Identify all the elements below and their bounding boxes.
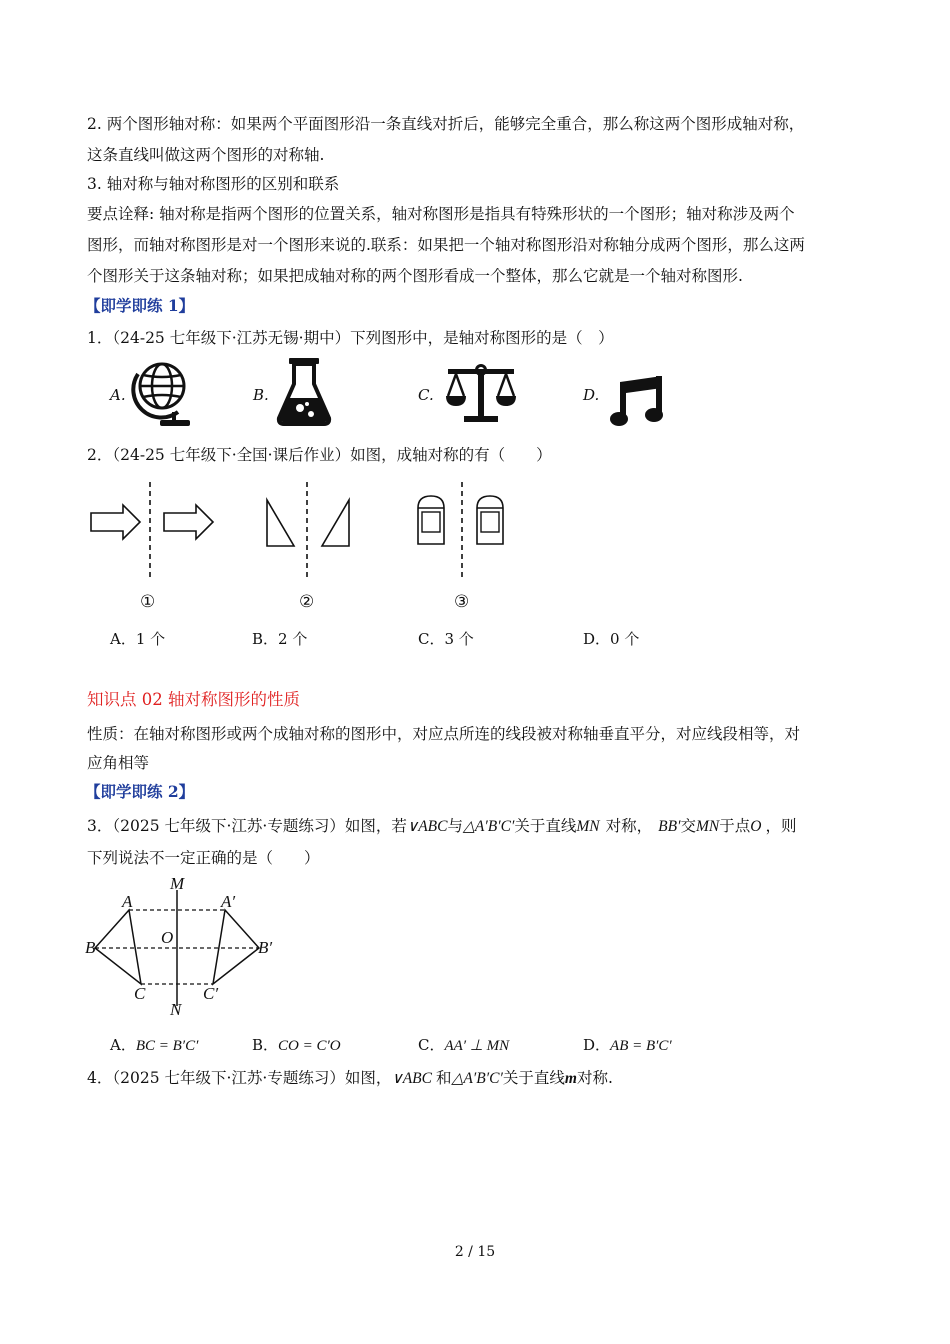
q1-stem: 1．（24-25 七年级下·江苏无锡·期中）下列图形中，是轴对称图形的是（ ） <box>87 329 614 347</box>
q2-option-c-letter: C． <box>418 630 445 648</box>
triangle-a2b2c2 <box>213 910 259 984</box>
paragraph-line: 图形，而轴对称图形是对一个图形来说的.联系：如果把一个轴对称图形沿对称轴分成两个图形，那么这两 <box>87 236 805 254</box>
arrow-shape-left <box>91 505 140 539</box>
paragraph-line: 个图形关于这条轴对称；如果把成轴对称的两个图形看成一个整体，那么它就是一个轴对称图形. <box>87 267 743 285</box>
q3-then: ，则 <box>765 817 797 835</box>
q4-and: 和 <box>435 1069 452 1087</box>
q3-line-mn-2: MN <box>696 818 720 835</box>
q4-number: 4． <box>87 1069 113 1087</box>
q3-point-o: O <box>750 818 762 835</box>
q4-stem <box>87 1068 613 1089</box>
flask-icon[interactable] <box>276 356 332 428</box>
paragraph-line: 2. 两个图形轴对称：如果两个平面图形沿一条直线对折后，能够完全重合，那么称这两个图形成轴对称， <box>87 115 805 133</box>
q3-with: 与 <box>447 817 463 835</box>
q4-end: 对称. <box>576 1069 613 1087</box>
q3-triangle-abc: ∨ABC <box>406 818 448 835</box>
q1-option-d-letter: D. <box>583 386 600 404</box>
q2-figure <box>85 480 525 580</box>
paragraph-line: 这条直线叫做这两个图形的对称轴. <box>87 146 325 164</box>
q3-segment-bb: BB′ <box>658 818 681 835</box>
q3-number: 3． <box>87 817 113 835</box>
label-a: A <box>122 892 133 911</box>
q2-option-a[interactable] <box>110 628 165 649</box>
q2-option-a-letter: A． <box>110 630 136 648</box>
q2-option-d[interactable] <box>583 628 639 649</box>
q3-triangle-a2b2c2: △A′B′C′ <box>463 818 515 835</box>
q2-option-c-value: 3 个 <box>444 630 474 648</box>
q3-source: （2025 七年级下·江苏·专题练习）如图，若 <box>112 817 407 835</box>
q2-option-c[interactable] <box>418 628 474 649</box>
arrow-shape-right <box>164 505 213 539</box>
q3-option-a-letter: A． <box>110 1036 136 1054</box>
q3-option-d-expr: AB = B′C′ <box>610 1038 672 1054</box>
q2-stem: 2．（24-25 七年级下·全国·课后作业）如图，成轴对称的有（ ） <box>87 446 552 464</box>
q2-option-d-value: 0 个 <box>610 630 640 648</box>
label-b: B <box>85 938 96 957</box>
q4-triangle-abc: ∨ABC <box>391 1070 432 1087</box>
triangle-abc <box>95 910 141 984</box>
label-n: N <box>170 1000 182 1019</box>
q1-option-a-letter: A. <box>110 386 126 404</box>
q3-option-b[interactable] <box>252 1034 341 1055</box>
triangle-right <box>322 500 349 546</box>
label-a-prime: A′ <box>221 892 236 911</box>
q3-option-c-letter: C． <box>418 1036 445 1054</box>
q3-option-a-expr: BC = B′C′ <box>135 1038 199 1054</box>
label-c: C <box>134 984 146 1003</box>
q3-option-b-expr: CO = C′O <box>278 1038 341 1054</box>
q1-option-b-letter: B. <box>253 386 269 404</box>
section-title: 知识点 02 轴对称图形的性质 <box>87 690 300 709</box>
triangle-left <box>267 500 294 546</box>
q2-option-b[interactable] <box>252 628 307 649</box>
paragraph-line: 要点诠释: 轴对称是指两个图形的位置关系，轴对称图形是指具有特殊形状的一个图形；轴对称涉及两个 <box>87 205 795 223</box>
music-note-icon[interactable] <box>610 374 666 430</box>
q2-option-d-letter: D． <box>583 630 611 648</box>
label-o: O <box>161 928 174 947</box>
label-b-prime: B′ <box>258 938 273 957</box>
q2-option-a-value: 1 个 <box>135 630 166 648</box>
practice-heading-1: 【即学即练 1】 <box>85 296 195 315</box>
property-line: 应角相等 <box>87 754 150 772</box>
q2-option-b-value: 2 个 <box>278 630 308 648</box>
q3-about: 关于直线 <box>514 817 577 835</box>
figure-label-3: ③ <box>454 592 470 612</box>
q4-triangle-a2b2c2: △A′B′C′ <box>451 1070 503 1087</box>
q3-symmetric: 对称， <box>605 817 653 835</box>
paragraph-line: 3. 轴对称与轴对称图形的区别和联系 <box>87 175 340 193</box>
property-line: 性质：在轴对称图形或两个成轴对称的图形中，对应点所连的线段被对称轴垂直平分，对应线段相等，对 <box>87 725 801 743</box>
practice-heading-2: 【即学即练 2】 <box>85 782 195 801</box>
q4-about: 关于直线 <box>502 1069 565 1087</box>
q3-line-mn: MN <box>576 818 600 835</box>
q3-stem-line1 <box>87 816 796 837</box>
q3-option-a[interactable] <box>110 1034 198 1055</box>
label-c-prime: C′ <box>203 984 219 1003</box>
page-number: 2 / 15 <box>454 1244 496 1260</box>
globe-icon[interactable] <box>134 356 194 428</box>
q3-cross: 交 <box>680 817 696 835</box>
figure-label-2: ② <box>299 592 315 612</box>
label-m: M <box>170 874 185 893</box>
q3-stem-line2: 下列说法不一定正确的是（ ） <box>87 849 320 867</box>
q4-line-m: m <box>564 1070 577 1087</box>
q3-option-b-letter: B． <box>252 1036 279 1054</box>
q3-option-c-expr: AA′ ⊥ MN <box>444 1038 510 1054</box>
figure-label-1: ① <box>140 592 156 612</box>
q3-option-d[interactable] <box>583 1034 672 1055</box>
scales-icon[interactable] <box>446 362 516 426</box>
q3-option-d-letter: D． <box>583 1036 611 1054</box>
q3-option-c[interactable] <box>418 1034 509 1055</box>
q3-at-point: 于点 <box>719 817 751 835</box>
q4-source: （2025 七年级下·江苏·专题练习）如图， <box>112 1069 392 1087</box>
q2-option-b-letter: B． <box>252 630 279 648</box>
q1-option-c-letter: C. <box>418 386 434 404</box>
